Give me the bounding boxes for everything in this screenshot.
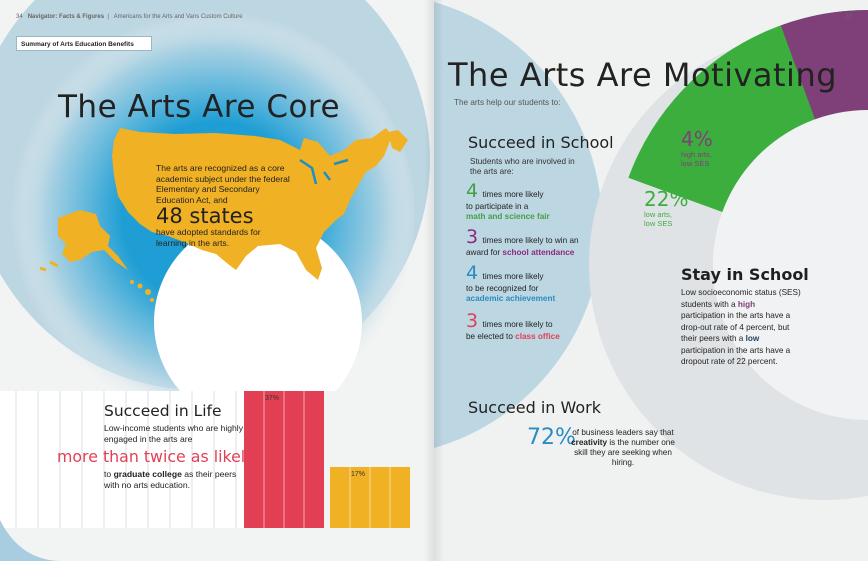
dropout-low-label-1: low arts, (644, 210, 672, 219)
stay-text (681, 287, 801, 368)
stat-number: 4 (466, 262, 479, 284)
work-text-2: is the number one skill they are seeking when hiring. (574, 438, 675, 467)
stay-text-3: participation in the arts have a dropout rate of 22 percent. (681, 345, 791, 366)
life-text-2a: to (104, 469, 112, 479)
core-highlight-48-states: 48 states (156, 204, 254, 228)
school-stats-list (466, 181, 626, 342)
left-header: 34 Navigator: Facts & Figures | Americans for the Arts and Vans Custom Culture (16, 14, 243, 20)
stay-text-2: participation in the arts have a drop-out rate of 4 percent, but their peers with a (681, 311, 791, 343)
stat-number: 3 (466, 310, 479, 332)
alaska-shape (58, 210, 128, 270)
life-heading: Succeed in Life (104, 402, 222, 420)
school-stat-item (466, 263, 626, 311)
core-text-1: The arts are recognized as a core academic subject under the federal Elementary and Secondary Education Act, and (156, 163, 290, 205)
stay-text-1: Low socioeconomic status (SES) students with a (681, 288, 801, 309)
stat-line1: times more likely to win an (482, 236, 579, 245)
bar-label-17: 17% (351, 471, 366, 478)
core-text-2: have adopted standards for learning in the arts. (156, 227, 261, 248)
dropout-high-percent: 4% (681, 127, 713, 151)
stay-heading: Stay in School (681, 265, 809, 284)
life-text-2 (104, 469, 244, 490)
work-keyword: creativity (571, 438, 608, 447)
stat-number: 3 (466, 226, 479, 248)
school-stat-item (466, 227, 626, 263)
stat-line2-row (466, 332, 626, 342)
stat-keyword: math and science fair (466, 212, 550, 221)
right-page (434, 0, 868, 561)
work-percent: 72% (527, 425, 576, 450)
left-section-title: Navigator: Facts & Figures (27, 14, 105, 20)
stay-keyword-low: low (745, 334, 760, 343)
life-highlight: more than twice as likely (57, 447, 255, 466)
stat-line2: to be recognized for (466, 284, 539, 293)
left-header-subtitle: Americans for the Arts and Vans Custom Culture (113, 14, 243, 20)
stat-line2-row (466, 248, 626, 258)
summary-label: Summary of Arts Education Benefits (16, 36, 152, 51)
dropout-high-label-1: high arts, (681, 150, 712, 159)
school-stat-item (466, 311, 626, 342)
right-page-number: 35 (845, 14, 852, 20)
work-heading: Succeed in Work (468, 398, 602, 417)
school-intro: Students who are involved in the arts are: (470, 157, 575, 176)
bar-label-37: 37% (265, 395, 280, 402)
right-subtitle: The arts help our students to: (454, 98, 561, 107)
stat-line1: times more likely (482, 272, 544, 281)
succeed-in-life-block (104, 402, 274, 444)
right-page-title: The Arts Are Motivating (448, 56, 838, 94)
work-text (568, 428, 678, 468)
stat-number: 4 (466, 180, 479, 202)
left-page-title: The Arts Are Core (58, 89, 341, 125)
new-england-shape (388, 130, 408, 152)
dropout-high-arts-label (681, 128, 713, 168)
school-stat-item (466, 181, 626, 227)
aleutian-islands (40, 262, 58, 270)
left-page-number: 34 (16, 14, 23, 20)
hawaii-islands (130, 280, 154, 302)
stat-line1: times more likely (482, 190, 544, 199)
stat-keyword: school attendance (502, 248, 575, 257)
stat-line2: to participate in a (466, 202, 529, 211)
stat-line2: be elected to (466, 332, 513, 341)
school-heading: Succeed in School (468, 133, 614, 152)
stay-keyword-high: high (737, 299, 756, 309)
core-text-block (156, 163, 292, 248)
dropout-low-arts-label (644, 188, 688, 228)
page-gutter (424, 0, 444, 561)
dropout-low-percent: 22% (644, 187, 689, 211)
stat-line1: times more likely to (482, 320, 553, 329)
life-text-1: Low-income students who are highly engaged in the arts are (104, 423, 244, 444)
work-text-1: of business leaders say that (572, 428, 674, 437)
life-text-2b: as their peers with no arts education. (104, 469, 237, 490)
dropout-low-label-2: low SES (644, 219, 673, 228)
life-keyword: graduate college (113, 469, 182, 479)
dropout-high-label-2: low SES (681, 159, 710, 168)
stat-keyword: class office (515, 332, 560, 341)
stat-keyword: academic achievement (466, 294, 556, 303)
stat-line2: award for (466, 248, 501, 257)
